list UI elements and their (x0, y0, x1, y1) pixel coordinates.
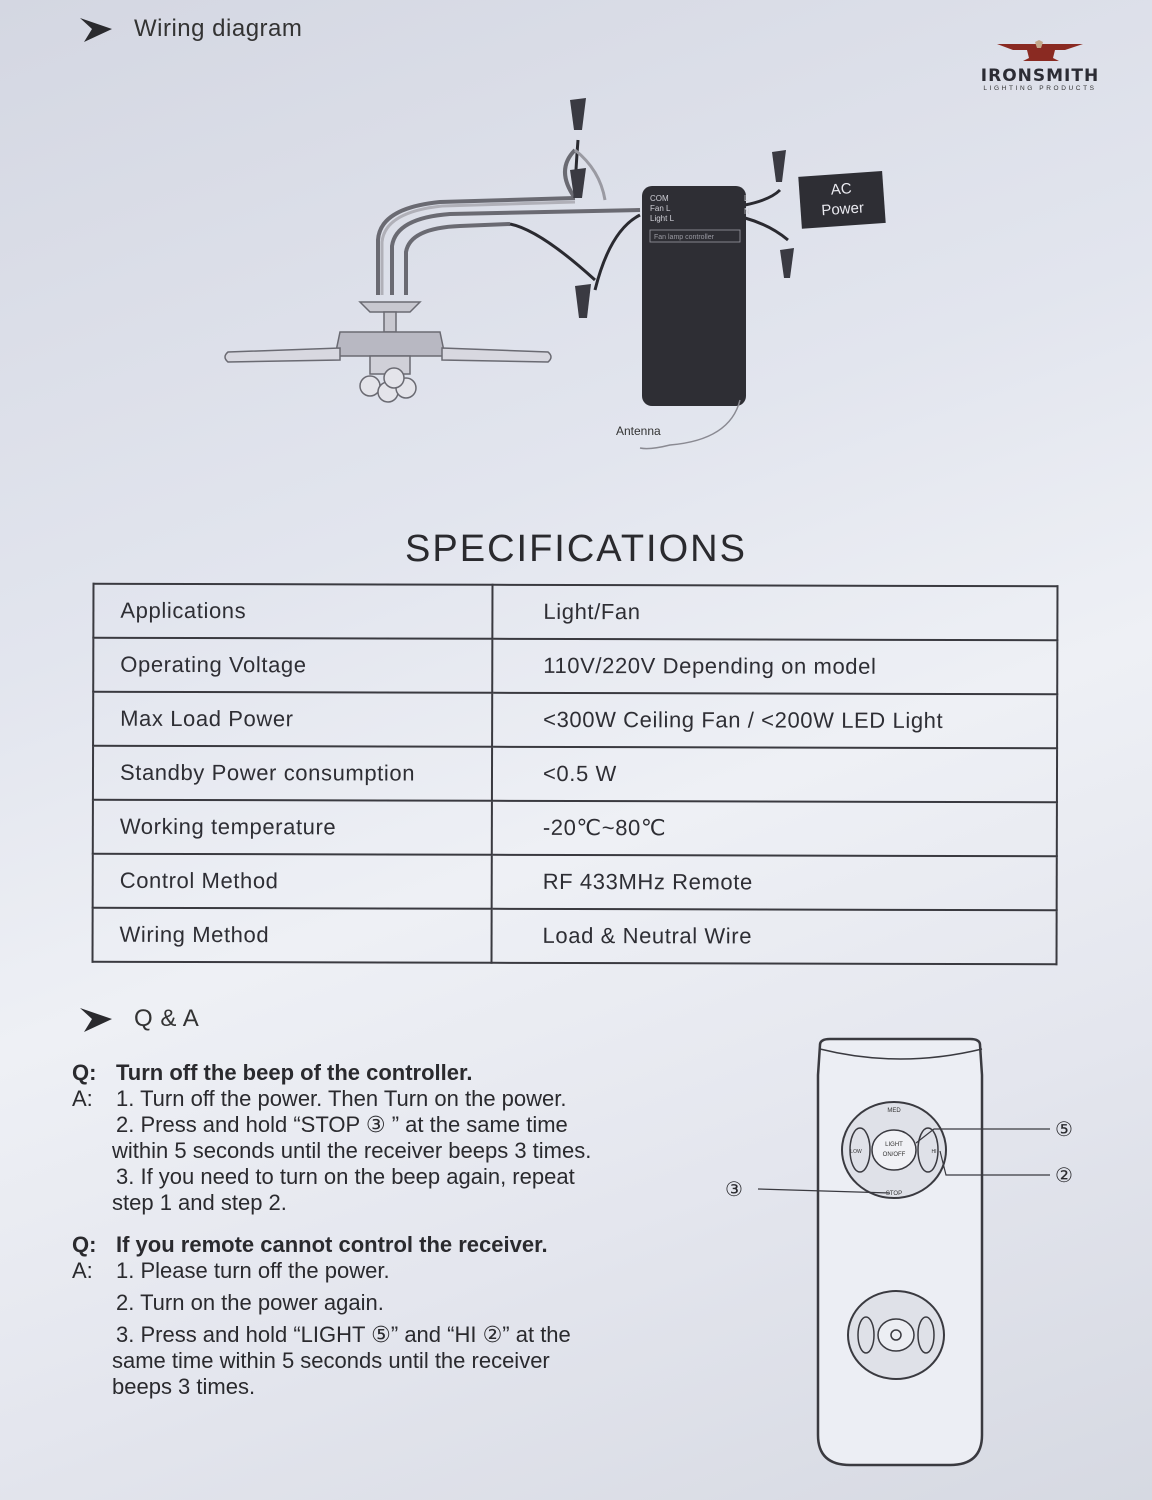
question (72, 1060, 712, 1086)
callout-3: ③ (725, 1179, 743, 1201)
terminal-l-label: L (744, 194, 749, 203)
qa-section-header (78, 1004, 199, 1034)
light-button (872, 1130, 916, 1170)
answer-step-continued: same time within 5 seconds until the receiver (112, 1348, 550, 1373)
answer-step: 2. Turn on the power again. (116, 1290, 384, 1315)
med-button-label: MED (887, 1108, 901, 1114)
question-text: If you remote cannot control the receiver. (116, 1232, 548, 1257)
brand-logo (975, 40, 1105, 93)
spec-label: Wiring Method (93, 908, 492, 963)
table-row (93, 854, 1057, 911)
table-row (93, 692, 1057, 749)
question-label: Q: (72, 1060, 97, 1085)
stop-button-label: STOP (885, 1191, 903, 1197)
terminal-n-label: N (744, 207, 750, 216)
answer-step-continued: within 5 seconds until the receiver beeps 3 times. (112, 1138, 592, 1163)
hi-button-label: HI (931, 1149, 937, 1155)
answer-step: 2. Press and hold “STOP ③ ” at the same time (116, 1112, 568, 1137)
spec-value: <0.5 W (492, 747, 1057, 802)
answer-step: 1. Turn off the power. Then Turn on the power. (116, 1086, 567, 1111)
answer (72, 1258, 712, 1400)
spec-value: -20℃~80℃ (492, 801, 1057, 856)
table-row (93, 908, 1057, 965)
low-button-label: LOW (850, 1149, 862, 1155)
answer-label: A: (72, 1258, 93, 1283)
ac-label: AC (830, 180, 853, 199)
qa-section-title: Q & A (134, 1005, 200, 1032)
spec-value: RF 433MHz Remote (492, 855, 1057, 910)
spec-label: Working temperature (93, 800, 492, 855)
table-row (93, 584, 1057, 641)
answer-step: 3. If you need to turn on the beep again, repeat (116, 1164, 575, 1189)
specifications-title: SPECIFICATIONS (405, 528, 747, 570)
controller-label-com: COM (650, 194, 669, 203)
light-button-label: LIGHT (885, 1142, 903, 1148)
controller-label-fan: Fan L (650, 204, 671, 213)
remote-control-diagram (720, 1035, 1100, 1475)
table-row (93, 746, 1057, 803)
spec-value: Light/Fan (492, 585, 1057, 640)
wiring-diagram (210, 90, 910, 470)
specifications-table (92, 583, 1059, 966)
logo-name: IRONSMITH (980, 66, 1100, 86)
power-label: Power (820, 199, 865, 220)
arrow-icon (78, 14, 114, 44)
spec-label: Max Load Power (93, 692, 492, 747)
spec-value: 110V/220V Depending on model (492, 639, 1057, 694)
spec-label: Control Method (93, 854, 492, 909)
answer-step-continued: beeps 3 times. (112, 1374, 256, 1399)
answer (72, 1086, 712, 1216)
onoff-button-label: ON/OFF (882, 1152, 906, 1158)
ac-power-box (798, 171, 885, 229)
anvil-logo-icon (995, 40, 1085, 62)
table-row (93, 638, 1057, 695)
wiring-section-title: Wiring diagram (134, 15, 303, 42)
logo-tagline: LIGHTING PRODUCTS (983, 85, 1097, 92)
answer-label: A: (72, 1086, 93, 1111)
ceiling-fan (225, 302, 551, 402)
spec-value: Load & Neutral Wire (492, 909, 1057, 964)
answer-step: 3. Press and hold “LIGHT ⑤” and “HI ②” at the (116, 1322, 571, 1347)
qa-list (72, 1060, 712, 1400)
arrow-icon (78, 1004, 114, 1034)
antenna-label: Antenna (616, 424, 661, 438)
spec-label: Operating Voltage (93, 638, 492, 693)
controller-label-light: Light L (650, 214, 675, 223)
spec-label: Standby Power consumption (93, 746, 492, 801)
controller-box-label: Fan lamp controller (654, 234, 714, 241)
table-row (93, 800, 1057, 857)
question (72, 1232, 712, 1258)
answer-step-continued: step 1 and step 2. (112, 1190, 287, 1215)
wiring-section-header (78, 14, 302, 44)
top-button-cluster (842, 1102, 946, 1198)
spec-label: Applications (93, 584, 492, 639)
callout-5: ⑤ (1055, 1119, 1073, 1141)
spec-value: <300W Ceiling Fan / <200W LED Light (492, 693, 1057, 748)
question-text: Turn off the beep of the controller. (116, 1060, 473, 1085)
bottom-button-cluster (848, 1291, 944, 1379)
answer-step: 1. Please turn off the power. (116, 1258, 390, 1283)
question-label: Q: (72, 1232, 97, 1257)
callout-2: ② (1055, 1165, 1073, 1187)
